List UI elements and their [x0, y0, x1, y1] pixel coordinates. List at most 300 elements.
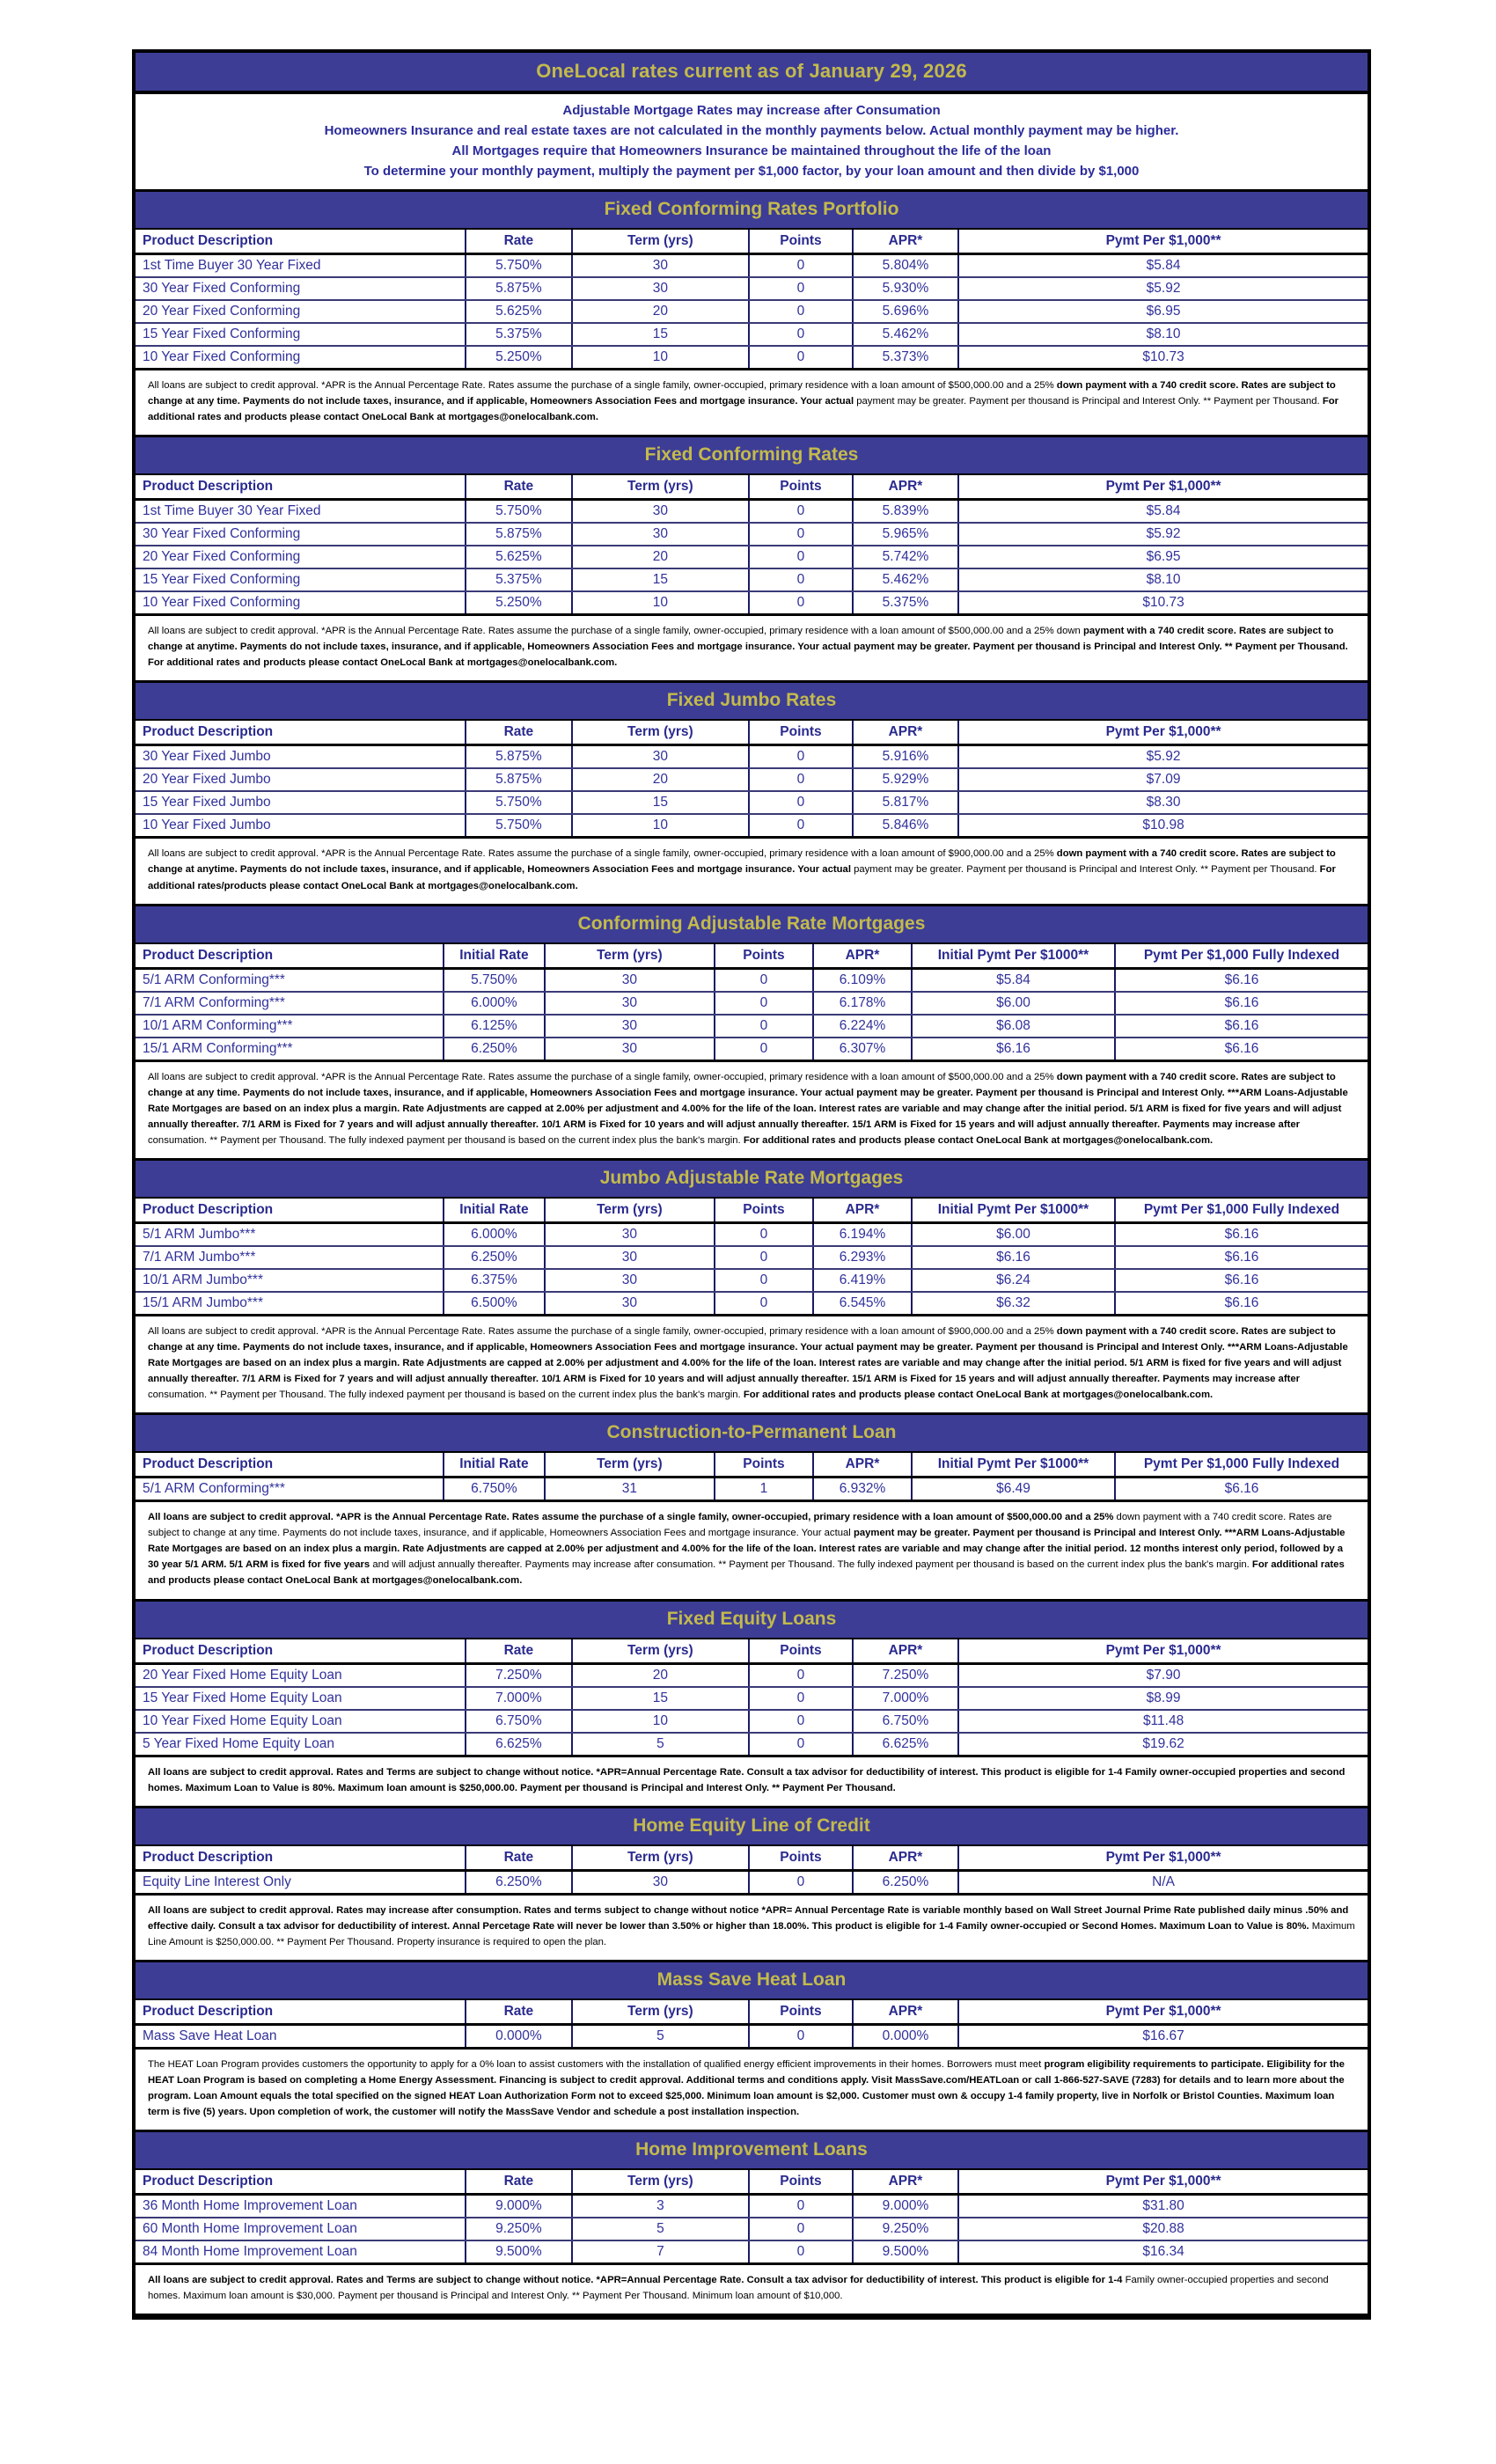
value-cell: 7.000% [853, 1687, 958, 1710]
table-row [136, 1246, 1368, 1269]
value-cell: $6.16 [1115, 1222, 1368, 1246]
disclaimer-text: For additional rates/products please contact OneLocal Bank at mortgages@onelocalbank.com. [148, 864, 1336, 891]
value-cell: 5.375% [853, 591, 958, 615]
column-header: APR* [853, 1846, 958, 1871]
table-row [136, 1269, 1368, 1292]
section-title: Fixed Equity Loans [666, 1608, 837, 1629]
column-header: APR* [853, 475, 958, 500]
header-row [136, 2170, 1368, 2195]
column-header: Initial Rate [444, 1453, 545, 1478]
value-cell: $5.84 [958, 500, 1368, 524]
column-header: Points [749, 721, 853, 745]
value-cell: $5.84 [912, 968, 1115, 992]
column-header: Product Description [136, 1639, 466, 1664]
value-cell: 5.930% [853, 277, 958, 300]
header-note: To determine your monthly payment, multiply the payment per $1,000 factor, by your loan amount and then divide by $1,000 [363, 164, 1140, 179]
table-row [136, 277, 1368, 300]
column-header: Rate [466, 230, 571, 254]
column-header: Rate [466, 2000, 571, 2025]
value-cell: 5.929% [853, 768, 958, 791]
value-cell: 6.750% [466, 1710, 571, 1733]
disclaimer-text: For additional rates and products please contact OneLocal Bank at mortgages@onelocalbank.com. [148, 1559, 1345, 1587]
value-cell: 9.500% [466, 2240, 571, 2264]
value-cell: 6.000% [444, 1222, 545, 1246]
column-header: Product Description [136, 944, 444, 969]
section-banner [136, 2130, 1368, 2170]
value-cell: 0 [749, 568, 853, 591]
value-cell: 6.932% [813, 1478, 912, 1501]
value-cell: 0 [749, 745, 853, 769]
value-cell: 0 [749, 1733, 853, 1756]
value-cell: $6.49 [912, 1478, 1115, 1501]
table-row [136, 2195, 1368, 2218]
rates-table [136, 1453, 1368, 1502]
value-cell: $6.16 [1115, 1015, 1368, 1038]
value-cell: 6.194% [813, 1222, 912, 1246]
column-header: Product Description [136, 1199, 444, 1223]
value-cell: 5.839% [853, 500, 958, 524]
value-cell: 5.916% [853, 745, 958, 769]
value-cell: 0 [749, 1663, 853, 1687]
table-row [136, 523, 1368, 546]
product-description-cell: 1st Time Buyer 30 Year Fixed [136, 254, 466, 278]
disclaimer-text: payment with a 740 credit score. Rates are subject to change at anytime. Payments do not include taxes, insurance, and if applicable, Homeowners Association Fees and mortgage insurance. Your actual payment may be greater. Payment per thousand is Principal and Interest Only. ** Payment per Thousand. For additional rates and products please contact OneLocal Bank at mortgages@onelocalbank.com. [148, 626, 1348, 669]
section-disclaimer [136, 2265, 1368, 2314]
table-row [136, 500, 1368, 524]
column-header: Pymt Per $1,000** [958, 475, 1368, 500]
section-disclaimer [136, 1502, 1368, 1598]
value-cell: 5.817% [853, 791, 958, 814]
column-header: APR* [813, 1199, 912, 1223]
section-banner [136, 904, 1368, 944]
rates-sheet [132, 49, 1371, 2320]
value-cell: 31 [545, 1478, 715, 1501]
value-cell: $6.16 [1115, 1038, 1368, 1061]
column-header: Points [749, 475, 853, 500]
table-row [136, 1733, 1368, 1756]
column-header: Rate [466, 1639, 571, 1664]
product-description-cell: 5/1 ARM Conforming*** [136, 1478, 444, 1501]
table-row [136, 1292, 1368, 1316]
value-cell: $6.00 [912, 992, 1115, 1015]
value-cell: 30 [545, 1015, 715, 1038]
header-note: Homeowners Insurance and real estate taxes are not calculated in the monthly payments below. Actual monthly payment may be higher. [324, 123, 1179, 138]
table-row [136, 2218, 1368, 2240]
column-header: Pymt Per $1,000** [958, 2170, 1368, 2195]
value-cell: $6.00 [912, 1222, 1115, 1246]
sections-container [136, 189, 1368, 2314]
column-header: Term (yrs) [572, 2170, 750, 2195]
product-description-cell: 10 Year Fixed Conforming [136, 591, 466, 615]
value-cell: 0 [749, 277, 853, 300]
value-cell: 5.250% [466, 591, 571, 615]
value-cell: $8.10 [958, 323, 1368, 346]
section-banner [136, 1599, 1368, 1639]
value-cell: 0 [749, 2024, 853, 2048]
product-description-cell: 30 Year Fixed Conforming [136, 523, 466, 546]
value-cell: 0 [749, 591, 853, 615]
section-5 [136, 1158, 1368, 1412]
value-cell: 0 [749, 1687, 853, 1710]
product-description-cell: 20 Year Fixed Conforming [136, 300, 466, 323]
value-cell: 0 [749, 2240, 853, 2264]
column-header: Points [715, 1199, 813, 1223]
column-header: APR* [853, 2170, 958, 2195]
value-cell: $6.24 [912, 1269, 1115, 1292]
value-cell: $6.95 [958, 546, 1368, 568]
product-description-cell: 30 Year Fixed Jumbo [136, 745, 466, 769]
column-header: Product Description [136, 475, 466, 500]
value-cell: 0 [749, 546, 853, 568]
section-banner [136, 1806, 1368, 1846]
header-row [136, 1199, 1368, 1223]
value-cell: $6.16 [912, 1246, 1115, 1269]
header-row [136, 721, 1368, 745]
disclaimer-text: down payment with a 740 credit score. Rates are subject to change at any time. Payments do not include taxes, insurance, and if applicable, Homeowners Association Fees and mortgage insurance. Your actual payment may be greater. Payment per thousand is Principal and Interest Only. ***ARM Loans-Adjustable Rate Mortgages are based on an index plus a margin. Rate Adjustments are capped at 2.00% per adjustment and 4.00% for the life of the loan. Interest rates are variable and may change after the initial period. 5/1 ARM is fixed for five years and will adjust annually thereafter. 7/1 ARM is Fixed for 7 years and will adjust annually thereafter. 10/1 ARM is Fixed for 10 years and will adjust annually thereafter. 15/1 ARM is Fixed for 15 years and will adjust annually thereafter. Payments may increase after [148, 1325, 1348, 1385]
value-cell: 0 [749, 300, 853, 323]
column-header: Product Description [136, 721, 466, 745]
column-header: Initial Rate [444, 1199, 545, 1223]
value-cell: 5.462% [853, 568, 958, 591]
section-disclaimer [136, 2050, 1368, 2130]
value-cell: $6.16 [912, 1038, 1115, 1061]
column-header: Points [749, 1846, 853, 1871]
product-description-cell: 36 Month Home Improvement Loan [136, 2195, 466, 2218]
section-title: Mass Save Heat Loan [656, 1969, 847, 1990]
product-description-cell: 20 Year Fixed Conforming [136, 546, 466, 568]
column-header: Initial Rate [444, 944, 545, 969]
disclaimer-text: For additional rates and products please contact OneLocal Bank at mortgages@onelocalbank.com. [148, 396, 1339, 423]
product-description-cell: 10 Year Fixed Jumbo [136, 814, 466, 838]
section-banner [136, 1960, 1368, 2000]
value-cell: 30 [572, 500, 750, 524]
column-header: Product Description [136, 1453, 444, 1478]
disclaimer-text: based on Wall Street Journal Prime Rate published daily minus .50% and effective daily. Consult a tax advisor for deductibility of interest. Annal Percetage Rate [148, 1904, 1349, 1932]
section-6 [136, 1412, 1368, 1598]
column-header: APR* [813, 944, 912, 969]
product-description-cell: 5/1 ARM Jumbo*** [136, 1222, 444, 1246]
product-description-cell: 5/1 ARM Conforming*** [136, 968, 444, 992]
header-notes [136, 94, 1368, 189]
value-cell: 5.750% [466, 254, 571, 278]
disclaimer-text: down payment with a 740 credit score. Rates are subject to change at any time. Payments do not include taxes, insurance, and if applicable, Homeowners Association Fees and mortgage insurance. Your actual [148, 1512, 1332, 1539]
column-header: Term (yrs) [572, 475, 750, 500]
value-cell: 20 [572, 300, 750, 323]
disclaimer-text: All loans are subject to credit approval. Rates and Terms are subject to change without notice. *APR=Annual Percentage Rate. Consult a tax advisor for deductibility of interest. This product is eligible for 1-4 [148, 1766, 1126, 1778]
value-cell: 10 [572, 1710, 750, 1733]
disclaimer-text: payment may be greater. Payment per thousand is Principal and Interest Only. ***ARM Loans-Adjustable Rate Mortgages are based on an index plus a margin. Rate Adjustments are capped at 2.00% per adjustment and 4.00% for the life of the loan. Interest rates are variable and may change after the initial period. 12 months interest only period, followed by a 30 year 5/1 ARM. 5/1 ARM is fixed for five years [148, 1528, 1346, 1571]
value-cell: 6.000% [444, 992, 545, 1015]
value-cell: 0.000% [853, 2024, 958, 2048]
value-cell: 30 [572, 254, 750, 278]
section-title: Fixed Conforming Rates [644, 444, 859, 466]
value-cell: N/A [958, 1870, 1368, 1894]
value-cell: 30 [572, 277, 750, 300]
value-cell: 0 [749, 346, 853, 370]
disclaimer-text: Family owner-occupied properties and second homes. Maximum loan amount is $30,000. Payment per thousand is Principal and Interest Only. ** Payment Per Thousand. Minimum loan amount of $10,000. [148, 2275, 1329, 2302]
table-row [136, 546, 1368, 568]
section-7 [136, 1599, 1368, 1806]
disclaimer-text: payment may be greater. Payment per thousand is Principal and Interest Only. ** Payment per Thousand. [854, 864, 1320, 876]
table-row [136, 745, 1368, 769]
value-cell: $6.16 [1115, 1269, 1368, 1292]
column-header: Term (yrs) [572, 721, 750, 745]
value-cell: 0 [749, 768, 853, 791]
value-cell: 1 [715, 1478, 813, 1501]
value-cell: 6.625% [466, 1733, 571, 1756]
product-description-cell: Equity Line Interest Only [136, 1870, 466, 1894]
column-header: APR* [853, 230, 958, 254]
document-title-banner [136, 53, 1368, 94]
value-cell: 0 [749, 254, 853, 278]
section-2 [136, 435, 1368, 680]
disclaimer-text: The HEAT Loan Program provides customers the opportunity to apply for a 0% loan to assist customers with the installation of qualified energy efficient improvements in their homes. Borrowers must meet [148, 2058, 1045, 2070]
disclaimer-text: program eligibility requirements to participate. Eligibility for the HEAT Loan Program is based on completing a Home Energy Assessment. Financing is subject to credit approval. Additional terms and conditions apply. Visit MassSave.com/HEATLoan or call 1-866-527-SAVE (7283) for details and to learn more about the program. Loan Amount equals the total specified on the signed HEAT Loan Authorization Form not to exceed $25,000. Minimum loan amount is $2,000. Customer must own & occupy 1-4 family property, live in Norfolk or Bristol Counties. Maximum loan term is five (5) years. Upon completion of work, the customer will notify the MassSave Vendor and schedule a post installation inspection. [148, 2058, 1345, 2117]
column-header: Pymt Per $1,000** [958, 721, 1368, 745]
value-cell: 5.696% [853, 300, 958, 323]
value-cell: $19.62 [958, 1733, 1368, 1756]
value-cell: 6.419% [813, 1269, 912, 1292]
header-row [136, 1846, 1368, 1871]
value-cell: 6.500% [444, 1292, 545, 1316]
column-header: APR* [853, 721, 958, 745]
disclaimer-text: All loans are subject to credit approval. *APR is the Annual Percentage Rate. Rates assume the purchase of a single family, owner-occupied, primary residence with a loan amount of $500,000.00 and a 25% [148, 380, 1057, 391]
table-row [136, 323, 1368, 346]
column-header: Term (yrs) [572, 1846, 750, 1871]
value-cell: 10 [572, 346, 750, 370]
section-1 [136, 189, 1368, 435]
column-header: Points [715, 1453, 813, 1478]
value-cell: 6.125% [444, 1015, 545, 1038]
value-cell: 5.375% [466, 323, 571, 346]
value-cell: 9.250% [853, 2218, 958, 2240]
rates-table [136, 2170, 1368, 2265]
column-header: Product Description [136, 230, 466, 254]
value-cell: $7.09 [958, 768, 1368, 791]
table-row [136, 568, 1368, 591]
value-cell: $5.84 [958, 254, 1368, 278]
value-cell: 30 [545, 992, 715, 1015]
section-disclaimer [136, 1896, 1368, 1960]
column-header: Points [749, 1639, 853, 1664]
value-cell: 6.750% [853, 1710, 958, 1733]
table-row [136, 1222, 1368, 1246]
table-row [136, 1663, 1368, 1687]
header-note: All Mortgages require that Homeowners Insurance be maintained throughout the life of the loan [451, 143, 1052, 158]
section-8 [136, 1806, 1368, 1960]
header-row [136, 1639, 1368, 1664]
product-description-cell: 10/1 ARM Jumbo*** [136, 1269, 444, 1292]
disclaimer-text: All loans are subject to credit approval. *APR is the Annual Percentage Rate. Rates assume the purchase of a single family, owner-occupied, primary residence with a loan amount of $900,000.00 and a 25% [148, 1325, 1057, 1337]
column-header: Initial Pymt Per $1000** [912, 944, 1115, 969]
rates-table [136, 475, 1368, 616]
value-cell: 5.965% [853, 523, 958, 546]
value-cell: 6.750% [444, 1478, 545, 1501]
value-cell: 30 [572, 745, 750, 769]
column-header: APR* [813, 1453, 912, 1478]
rates-table [136, 230, 1368, 370]
product-description-cell: 20 Year Fixed Home Equity Loan [136, 1663, 466, 1687]
value-cell: $20.88 [958, 2218, 1368, 2240]
value-cell: 0 [715, 968, 813, 992]
rates-table [136, 1199, 1368, 1316]
value-cell: 0 [749, 2218, 853, 2240]
rates-table [136, 2000, 1368, 2050]
value-cell: 6.250% [466, 1870, 571, 1894]
product-description-cell: 15/1 ARM Conforming*** [136, 1038, 444, 1061]
rates-table [136, 944, 1368, 1062]
value-cell: $10.98 [958, 814, 1368, 838]
value-cell: $16.34 [958, 2240, 1368, 2264]
value-cell: $10.73 [958, 591, 1368, 615]
value-cell: 5 [572, 1733, 750, 1756]
section-disclaimer [136, 616, 1368, 680]
value-cell: 0 [749, 2195, 853, 2218]
value-cell: 30 [545, 1222, 715, 1246]
disclaimer-text: consumation. ** Payment per Thousand. The fully indexed payment per thousand is based on the current index plus the bank's margin. [148, 1134, 744, 1146]
column-header: Pymt Per $1,000 Fully Indexed [1115, 1453, 1368, 1478]
value-cell: 6.109% [813, 968, 912, 992]
column-header: Term (yrs) [572, 1639, 750, 1664]
value-cell: 6.178% [813, 992, 912, 1015]
value-cell: 0 [749, 1710, 853, 1733]
table-row [136, 1710, 1368, 1733]
value-cell: 5 [572, 2218, 750, 2240]
column-header: Initial Pymt Per $1000** [912, 1199, 1115, 1223]
product-description-cell: 60 Month Home Improvement Loan [136, 2218, 466, 2240]
disclaimer-text: All loans are subject to credit approval. Rates may increase after consumption. Rates and terms subject to change without notice *APR= Annual Percentage Rate is variable monthly [148, 1904, 1005, 1916]
section-10 [136, 2130, 1368, 2314]
value-cell: $6.32 [912, 1292, 1115, 1316]
product-description-cell: 20 Year Fixed Jumbo [136, 768, 466, 791]
value-cell: 6.250% [444, 1246, 545, 1269]
column-header: APR* [853, 1639, 958, 1664]
disclaimer-text: consumation. ** Payment per Thousand. The fully indexed payment per thousand is based on the current index plus the bank's margin. [148, 1390, 744, 1401]
value-cell: 0 [749, 323, 853, 346]
value-cell: 6.545% [813, 1292, 912, 1316]
value-cell: 9.000% [466, 2195, 571, 2218]
value-cell: 5.875% [466, 768, 571, 791]
product-description-cell: 30 Year Fixed Conforming [136, 277, 466, 300]
value-cell: 0 [715, 992, 813, 1015]
column-header: Term (yrs) [572, 230, 750, 254]
product-description-cell: 15/1 ARM Jumbo*** [136, 1292, 444, 1316]
value-cell: $5.92 [958, 523, 1368, 546]
section-title: Home Improvement Loans [635, 2139, 868, 2160]
table-row [136, 768, 1368, 791]
value-cell: 7.000% [466, 1687, 571, 1710]
value-cell: 0.000% [466, 2024, 571, 2048]
section-banner [136, 1158, 1368, 1199]
value-cell: 30 [545, 1292, 715, 1316]
section-9 [136, 1960, 1368, 2130]
column-header: Pymt Per $1,000** [958, 1639, 1368, 1664]
value-cell: $7.90 [958, 1663, 1368, 1687]
value-cell: 0 [749, 814, 853, 838]
disclaimer-text: down payment with a 740 credit score. Rates are subject to change at any time. Payments do not include taxes, insurance, and if applicable, Homeowners Association Fees and mortgage insurance. Your actual payment may be greater. Payment per thousand is Principal and Interest Only. ***ARM Loans-Adjustable Rate Mortgages are based on an index plus a margin. Rate Adjustments are capped at 2.00% per adjustment and 4.00% for the life of the loan. Interest rates are variable and may change after the initial period. 5/1 ARM is fixed for five years and will adjust annually thereafter. 7/1 ARM is Fixed for 7 years and will adjust annually thereafter. 10/1 ARM is Fixed for 10 years and will adjust annually thereafter. 15/1 ARM is Fixed for 15 years and will adjust annually thereafter. Payments may increase after [148, 1071, 1348, 1130]
value-cell: 5.742% [853, 546, 958, 568]
section-disclaimer [136, 370, 1368, 435]
header-row [136, 2000, 1368, 2025]
column-header: Term (yrs) [545, 944, 715, 969]
document-title: OneLocal rates current as of January 29, 2026 [536, 60, 967, 82]
product-description-cell: 7/1 ARM Conforming*** [136, 992, 444, 1015]
product-description-cell: 1st Time Buyer 30 Year Fixed [136, 500, 466, 524]
value-cell: $6.16 [1115, 992, 1368, 1015]
value-cell: 30 [545, 1269, 715, 1292]
header-note: Adjustable Mortgage Rates may increase after Consumation [562, 103, 941, 118]
value-cell: 5.875% [466, 745, 571, 769]
value-cell: 6.375% [444, 1269, 545, 1292]
value-cell: 5.373% [853, 346, 958, 370]
disclaimer-text: down payment with a 740 credit score. Rates are subject to change at anytime. Payments do not include taxes, insurance, and if applicable, Homeowners Association Fees and mortgage insurance. Your actual [148, 848, 1336, 876]
value-cell: 5.875% [466, 277, 571, 300]
value-cell: 0 [749, 1870, 853, 1894]
value-cell: 5 [572, 2024, 750, 2048]
value-cell: 20 [572, 1663, 750, 1687]
value-cell: 5.750% [466, 814, 571, 838]
disclaimer-text: All loans are subject to credit approval. Rates and Terms are subject to change without notice. *APR=Annual Percentage Rate. Consult a tax advisor for deductibility of interest. This product is eligible for 1-4 [148, 2275, 1126, 2286]
value-cell: 5.804% [853, 254, 958, 278]
value-cell: $5.92 [958, 277, 1368, 300]
column-header: Rate [466, 2170, 571, 2195]
value-cell: $10.73 [958, 346, 1368, 370]
value-cell: 5.875% [466, 523, 571, 546]
value-cell: 30 [572, 1870, 750, 1894]
column-header: Points [715, 944, 813, 969]
value-cell: $6.16 [1115, 1246, 1368, 1269]
value-cell: 5.462% [853, 323, 958, 346]
section-banner [136, 680, 1368, 721]
value-cell: 10 [572, 814, 750, 838]
value-cell: 6.250% [444, 1038, 545, 1061]
value-cell: 7 [572, 2240, 750, 2264]
value-cell: 3 [572, 2195, 750, 2218]
table-row [136, 1038, 1368, 1061]
section-title: Fixed Conforming Rates Portfolio [604, 199, 899, 219]
rates-table [136, 1639, 1368, 1757]
table-row [136, 2024, 1368, 2048]
value-cell: 6.625% [853, 1733, 958, 1756]
column-header: Points [749, 2000, 853, 2025]
disclaimer-text: Maximum Line Amount is $250,000.00. ** Payment Per Thousand. Property insurance is required to open the plan. [148, 1920, 1355, 1947]
value-cell: 15 [572, 568, 750, 591]
product-description-cell: 15 Year Fixed Conforming [136, 568, 466, 591]
section-disclaimer [136, 1062, 1368, 1158]
product-description-cell: 5 Year Fixed Home Equity Loan [136, 1733, 466, 1756]
value-cell: $8.99 [958, 1687, 1368, 1710]
value-cell: 7.250% [466, 1663, 571, 1687]
value-cell: 6.293% [813, 1246, 912, 1269]
section-disclaimer [136, 1316, 1368, 1412]
value-cell: $8.10 [958, 568, 1368, 591]
value-cell: 5.750% [466, 500, 571, 524]
value-cell: $8.30 [958, 791, 1368, 814]
product-description-cell: 15 Year Fixed Conforming [136, 323, 466, 346]
value-cell: 9.500% [853, 2240, 958, 2264]
value-cell: $6.95 [958, 300, 1368, 323]
column-header: Term (yrs) [572, 2000, 750, 2025]
value-cell: 6.250% [853, 1870, 958, 1894]
table-row [136, 992, 1368, 1015]
value-cell: 6.307% [813, 1038, 912, 1061]
value-cell: 30 [572, 523, 750, 546]
header-row [136, 1453, 1368, 1478]
value-cell: 0 [715, 1038, 813, 1061]
product-description-cell: 15 Year Fixed Home Equity Loan [136, 1687, 466, 1710]
column-header: Product Description [136, 1846, 466, 1871]
value-cell: 0 [749, 500, 853, 524]
